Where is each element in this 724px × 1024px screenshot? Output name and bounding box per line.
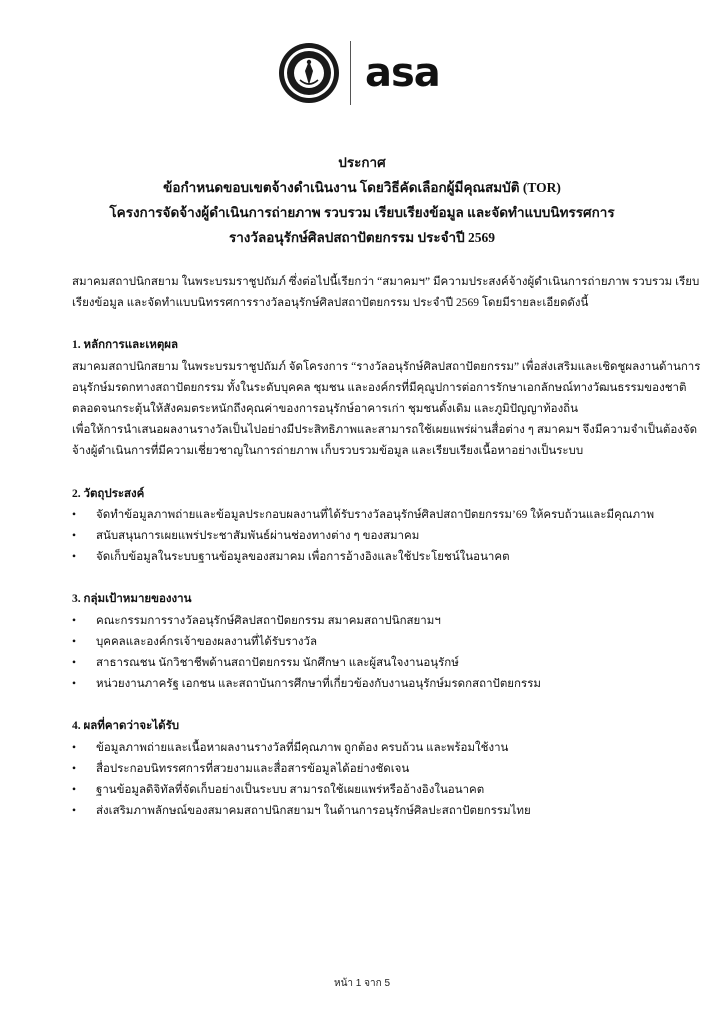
section-heading: 4. ผลที่คาดว่าจะได้รับ [72, 720, 180, 733]
bullet-icon: • [72, 762, 77, 775]
page-number: หน้า 1 จาก 5 [333, 978, 391, 989]
bullet-icon: • [72, 530, 77, 543]
title-line: รางวัลอนุรักษ์ศิลปสถาปัตยกรรม ประจำปี 2569 [228, 230, 496, 245]
bullet-icon: • [72, 784, 77, 797]
announcement-title [0, 150, 724, 250]
list-item: • สนับสนุนการเผยแพร่ประชาสัมพันธ์ผ่านช่องทางต่าง ๆ ของสมาคม [72, 526, 672, 547]
bullet-icon: • [72, 678, 77, 691]
logo-divider [350, 41, 351, 105]
document-body [72, 272, 701, 822]
list-item: • สื่อประกอบนิทรรศการที่สวยงามและสื่อสารข้อมูลได้อย่างชัดเจน [72, 759, 672, 780]
title-line: ข้อกำหนดขอบเขตจ้างดำเนินงาน โดยวิธีคัดเลือกผู้มีคุณสมบัติ (TOR) [163, 180, 561, 195]
list-item: • ส่งเสริมภาพลักษณ์ของสมาคมสถาปนิกสยามฯ ในด้านการอนุรักษ์ศิลปะสถาปัตยกรรมไทย [72, 801, 672, 822]
section-heading: 1. หลักการและเหตุผล [72, 339, 179, 352]
bullet-icon: • [72, 635, 77, 648]
bullet-icon: • [72, 508, 77, 521]
list-item: • สาธารณชน นักวิชาชีพด้านสถาปัตยกรรม นักศึกษา และผู้สนใจงานอนุรักษ์ [72, 653, 672, 674]
title-line: ประกาศ [338, 155, 386, 170]
list-item: • หน่วยงานภาครัฐ เอกชน และสถาบันการศึกษาที่เกี่ยวข้องกับงานอนุรักษ์มรดกสถาปัตยกรรม [72, 674, 672, 695]
section-heading: 2. วัตถุประสงค์ [72, 487, 145, 500]
paragraph-line: สมาคมสถาปนิกสยาม ในพระบรมราชูปถัมภ์ จัดโครงการ “รางวัลอนุรักษ์ศิลปสถาปัตยกรรม” เพื่อส่งเสริมและเชิดชูผลงานด้านการ [72, 360, 701, 373]
intro-paragraph-line: สมาคมสถาปนิกสยาม ในพระบรมราชูปถัมภ์ ซึ่งต่อไปนี้เรียกว่า “สมาคมฯ” มีความประสงค์จ้างผู้ดำเนินการถ่ายภาพ รวบรวม เรียบ [72, 276, 700, 288]
bullet-icon: • [72, 657, 77, 670]
bullet-icon: • [72, 614, 77, 627]
list-item: • จัดทำข้อมูลภาพถ่ายและข้อมูลประกอบผลงานที่ได้รับรางวัลอนุรักษ์ศิลปสถาปัตยกรรม’69 ให้ครบถ้วนและมีคุณภาพ [72, 505, 672, 526]
list-item: • จัดเก็บข้อมูลในระบบฐานข้อมูลของสมาคม เพื่อการอ้างอิงและใช้ประโยชน์ในอนาคต [72, 547, 672, 568]
paragraph-line: เพื่อให้การนำเสนอผลงานรางวัลเป็นไปอย่างมีประสิทธิภาพและสามารถใช้เผยแพร่ผ่านสื่อต่าง ๆ สมาคมฯ จึงมีความจำเป็นต้องจัด [72, 424, 698, 437]
list-item: • คณะกรรมการรางวัลอนุรักษ์ศิลปสถาปัตยกรรม สมาคมสถาปนิกสยามฯ [72, 611, 672, 632]
bullet-icon: • [72, 805, 77, 818]
bullet-icon: • [72, 551, 77, 564]
paragraph-line: จ้างผู้ดำเนินการที่มีความเชี่ยวชาญในการถ่ายภาพ เก็บรวบรวมข้อมูล และเรียบเรียงเนื้อหาอย่างเป็นระบบ [72, 445, 584, 458]
title-line: โครงการจัดจ้างผู้ดำเนินการถ่ายภาพ รวบรวม เรียบเรียงข้อมูล และจัดทำแบบนิทรรศการ [109, 205, 615, 220]
bullet-icon: • [72, 741, 77, 754]
list-item: • ข้อมูลภาพถ่ายและเนื้อหาผลงานรางวัลที่มีคุณภาพ ถูกต้อง ครบถ้วน และพร้อมใช้งาน [72, 738, 672, 759]
paragraph-line: อนุรักษ์มรดกทางสถาปัตยกรรม ทั้งในระดับบุคคล ชุมชน และองค์กรที่มีคุณูปการต่อการรักษาเอกลักษณ์ทางวัฒนธรรมของชาติ [72, 381, 687, 394]
asa-logo: asa [365, 50, 440, 96]
section-heading: 3. กลุ่มเป้าหมายของงาน [72, 593, 192, 606]
list-item: • บุคคลและองค์กรเจ้าของผลงานที่ได้รับรางวัล [72, 632, 672, 653]
list-item: • ฐานข้อมูลดิจิทัลที่จัดเก็บอย่างเป็นระบบ สามารถใช้เผยแพร่หรืออ้างอิงในอนาคต [72, 780, 672, 801]
association-seal-logo [278, 42, 340, 104]
intro-paragraph-line: เรียงข้อมูล และจัดทำแบบนิทรรศการรางวัลอนุรักษ์ศิลปสถาปัตยกรรม ประจำปี 2569 โดยมีรายละเอียดดังนี้ [72, 297, 589, 310]
paragraph-line: ตลอดจนกระตุ้นให้สังคมตระหนักถึงคุณค่าของการอนุรักษ์อาคารเก่า ชุมชนดั้งเดิม และภูมิปัญญาท้องถิ่น [72, 403, 579, 416]
header-logos [278, 40, 440, 106]
